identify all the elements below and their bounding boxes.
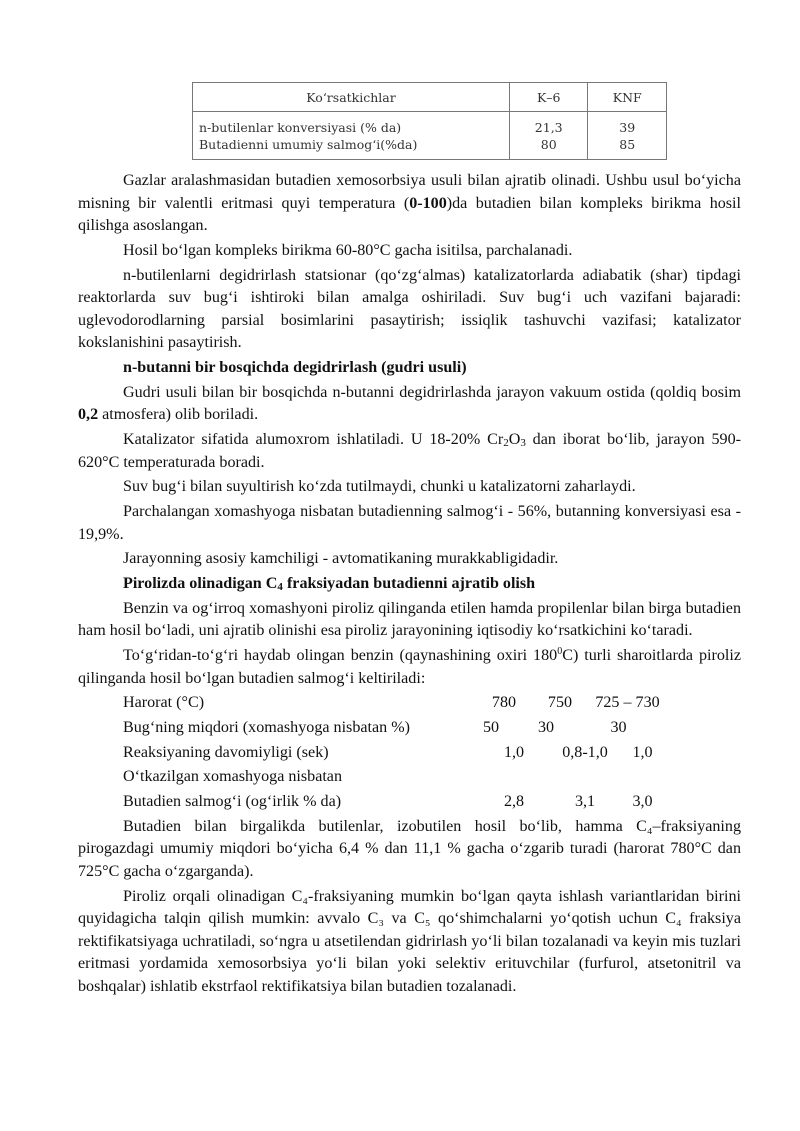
paragraph — [78, 645, 741, 690]
table-cell — [510, 112, 588, 160]
data-row — [78, 766, 741, 789]
paragraph: Hosil bo‘lgan kompleks birikma 60-80°C gacha isitilsa, parchalanadi. — [123, 241, 573, 259]
paragraph: Suv bug‘i bilan suyultirish ko‘zda tutilmaydi, chunki u katalizatorni zaharlaydi. — [123, 478, 636, 496]
text-run: fraksiyadan butadienni ajratib olish — [282, 574, 536, 592]
subscript: 2 — [503, 437, 509, 449]
data-value: 725 – 730 — [595, 694, 660, 712]
superscript: 0 — [557, 645, 563, 657]
comparison-table — [192, 82, 667, 160]
table-value: 85 — [619, 136, 636, 152]
table-header-cell: Ko‘rsatkichlar — [193, 83, 510, 112]
table-header-cell: K–6 — [510, 83, 588, 112]
table-cell — [193, 112, 510, 160]
text-run: )da butadien bilan kompleks birikma hosil qilishga asoslangan. — [78, 194, 742, 235]
data-value: 2,8 — [503, 792, 525, 810]
paragraph: Benzin va og‘irroq xomashyoni piroliz qilinganda etilen hamda propilenlar bilan birga butadien ham hosil bo‘ladi, uni ajratib olinishi esa piroliz jarayonining iqtisodiy ko‘rsatkichini ko‘taradi. — [78, 599, 741, 640]
data-value: 780 — [491, 694, 517, 712]
data-row — [78, 717, 741, 740]
paragraph — [78, 382, 741, 427]
data-row — [78, 791, 741, 814]
data-value: 0,8-1,0 — [562, 743, 608, 761]
data-value: 3,1 — [574, 792, 596, 810]
paragraph — [78, 170, 741, 238]
table-header-cell: KNF — [588, 83, 667, 112]
text-run: O — [508, 431, 521, 448]
data-row-label: Reaksiyaning davomiyligi (sek) — [123, 743, 329, 761]
text-run: Pirolizda olinadigan C — [123, 574, 278, 592]
data-value: 30 — [610, 718, 627, 736]
body-text — [78, 170, 741, 1001]
data-row-label: Harorat (°C) — [123, 694, 205, 712]
paragraph: Butadien bilan birgalikda butilenlar, izobutilen hosil bo‘lib, hamma C₄–fraksiyaning pirogazdagi umumiy miqdori bo‘yicha 6,4 % dan 11,1 % gacha o‘zgarib turadi (harorat 780°C dan 725°C gacha o‘zgarganda). — [78, 817, 741, 880]
subscript: 4 — [277, 580, 283, 593]
paragraph: Piroliz orqali olinadigan C₄-fraksiyaning mumkin bo‘lgan qayta ishlash variantlaridan birini quyidagicha talqin qilish mumkin: avvalo C₃ va C₅ qo‘shimchalarni yo‘qotish uchun C₄ fraksiya rektifikatsiyaga uchratiladi, so‘ngra u atsetilendan gidrirlash yo‘li bilan tozalanadi va keyin mis tuzlari eritmasi yordamida xemosorbsiya yo‘li bilan yoki selektiv erituvchilar (furfurol, atsetonitril va boshqalar) ishlatib ekstrfaol rektifikatsiya bilan butadien tozalanadi. — [78, 887, 741, 995]
text-run: Gazlar aralashmasidan butadien xemosorbsiya usuli bilan ajratib olinadi. Ushbu usul bo‘yicha misning bir valentli eritmasi quyi temperatura ( — [78, 172, 741, 212]
data-row — [78, 742, 741, 765]
table-body-row — [193, 112, 667, 160]
text-run: atmosfera) olib boriladi. — [98, 406, 259, 424]
data-row-label: Butadien salmog‘i (og‘irlik % da) — [123, 792, 342, 810]
bold-value: 0-100 — [409, 194, 447, 212]
table-value: 80 — [540, 136, 557, 152]
table-value: 21,3 — [534, 119, 563, 135]
table-row-label: n-butilenlar konversiyasi (% da) — [199, 119, 402, 135]
data-row-label: Bug‘ning miqdori (xomashyoga nisbatan %) — [123, 718, 410, 736]
table-row-label: Butadienni umumiy salmog‘i(%da) — [199, 136, 418, 152]
data-value: 1,0 — [632, 743, 653, 761]
data-value: 30 — [537, 718, 555, 736]
data-value: 3,0 — [632, 792, 653, 810]
data-value: 50 — [482, 718, 500, 736]
text-run: Gudri usuli bilan bir bosqichda n-butanni degidrirlashda jarayon vakuum ostida (qoldiq bosim — [123, 383, 741, 401]
bold-value: 0,2 — [78, 406, 99, 424]
table-cell — [588, 112, 667, 160]
section-heading — [78, 573, 741, 596]
paragraph: Parchalangan xomashyoga nisbatan butadienning salmog‘i - 56%, butanning konversiyasi esa - 19,9%. — [78, 502, 741, 543]
paragraph — [78, 429, 741, 474]
paragraph: n-butilenlarni degidrirlash statsionar (qo‘zg‘almas) katalizatorlarda adiabatik (shar) tipdagi reaktorlarda suv bug‘i ishtiroki bilan amalga oshiriladi. Suv bug‘i uch vazifani bajaradi: uglevodorodlarning parsial bosimlarini pasaytirish; issiqlik tashuvchi vazifasi; katalizator kokslanishini pasaytirish. — [78, 266, 741, 352]
text-run: To‘g‘ridan-to‘g‘ri haydab olingan benzin (qaynashining oxiri 180 — [123, 646, 558, 664]
subscript: 3 — [520, 437, 526, 449]
data-row-label: O‘tkazilgan xomashyoga nisbatan — [123, 768, 342, 786]
text-run: Katalizator sifatida alumoxrom ishlatiladi. U 18-20% Cr — [123, 431, 504, 448]
table-header-row — [193, 83, 667, 112]
data-value: 750 — [547, 694, 573, 712]
text-run: dan iborat bo‘lib, jarayon 590-620°C temperaturada boradi. — [78, 431, 742, 471]
data-row — [78, 692, 741, 715]
text-run: C) turli sharoitlarda piroliz qilinganda hosil bo‘lgan butadien salmog‘i keltiriladi: — [78, 646, 741, 687]
section-heading: n-butanni bir bosqichda degidrirlash (gudri usuli) — [123, 359, 467, 377]
data-value: 1,0 — [503, 743, 525, 761]
table-value: 39 — [619, 119, 636, 135]
paragraph: Jarayonning asosiy kamchiligi - avtomatikaning murakkabligidadir. — [123, 550, 559, 568]
